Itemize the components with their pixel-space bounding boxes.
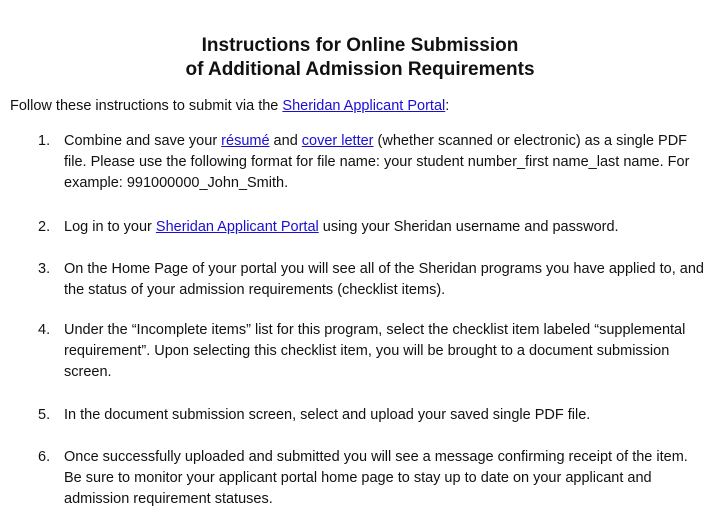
intro-paragraph bbox=[10, 96, 449, 116]
step-number: 6. bbox=[38, 449, 51, 465]
title-line-2: of Additional Admission Requirements bbox=[185, 59, 535, 80]
instruction-step-1 bbox=[38, 131, 708, 194]
step-number: 1. bbox=[38, 133, 51, 149]
instruction-step-4 bbox=[38, 320, 708, 383]
step-text: Under the “Incomplete items” list for this program, select the checklist item labeled “supplemental requirement”. Upon selecting this checklist item, you will be brought to a document submission screen. bbox=[64, 322, 686, 380]
resume-link[interactable]: résumé bbox=[221, 133, 270, 149]
document-title bbox=[0, 34, 720, 82]
step-text: In the document submission screen, select and upload your saved single PDF file. bbox=[64, 407, 591, 423]
instruction-step-5 bbox=[38, 405, 708, 426]
intro-colon: : bbox=[445, 98, 450, 114]
step-text: On the Home Page of your portal you will see all of the Sheridan programs you have applied to, and the status of your admission requirements (checklist items). bbox=[64, 261, 704, 298]
cover-letter-link[interactable]: cover letter bbox=[301, 133, 374, 149]
step-number: 2. bbox=[38, 219, 51, 235]
applicant-portal-link[interactable]: Sheridan Applicant Portal bbox=[282, 98, 446, 114]
step-number: 5. bbox=[38, 407, 51, 423]
step-text: Once successfully uploaded and submitted you will see a message confirming receipt of the item. Be sure to monitor your applicant portal home page to stay up to date on your applicant and admission requirement statuses. bbox=[64, 449, 688, 507]
instruction-step-3 bbox=[38, 259, 708, 301]
title-line-1: Instructions for Online Submission bbox=[201, 35, 519, 56]
step-text bbox=[64, 131, 708, 194]
step-text-part: and bbox=[269, 133, 302, 149]
applicant-portal-link[interactable]: Sheridan Applicant Portal bbox=[155, 219, 319, 235]
step-number: 3. bbox=[38, 261, 51, 277]
step-text-part: (whether scanned or electronic) as a single PDF file. Please use the following format for file name: your student number_first name_last name. For example: 991000000_John_Smith. bbox=[64, 133, 690, 191]
step-number: 4. bbox=[38, 322, 51, 338]
instruction-step-6 bbox=[38, 447, 708, 510]
intro-text: Follow these instructions to submit via the bbox=[10, 98, 283, 114]
step-text-part: Log in to your bbox=[64, 219, 156, 235]
step-text-part: Combine and save your bbox=[64, 133, 222, 149]
instruction-step-2 bbox=[38, 217, 708, 238]
step-text-part: using your Sheridan username and password. bbox=[318, 219, 619, 235]
step-text bbox=[64, 217, 708, 238]
